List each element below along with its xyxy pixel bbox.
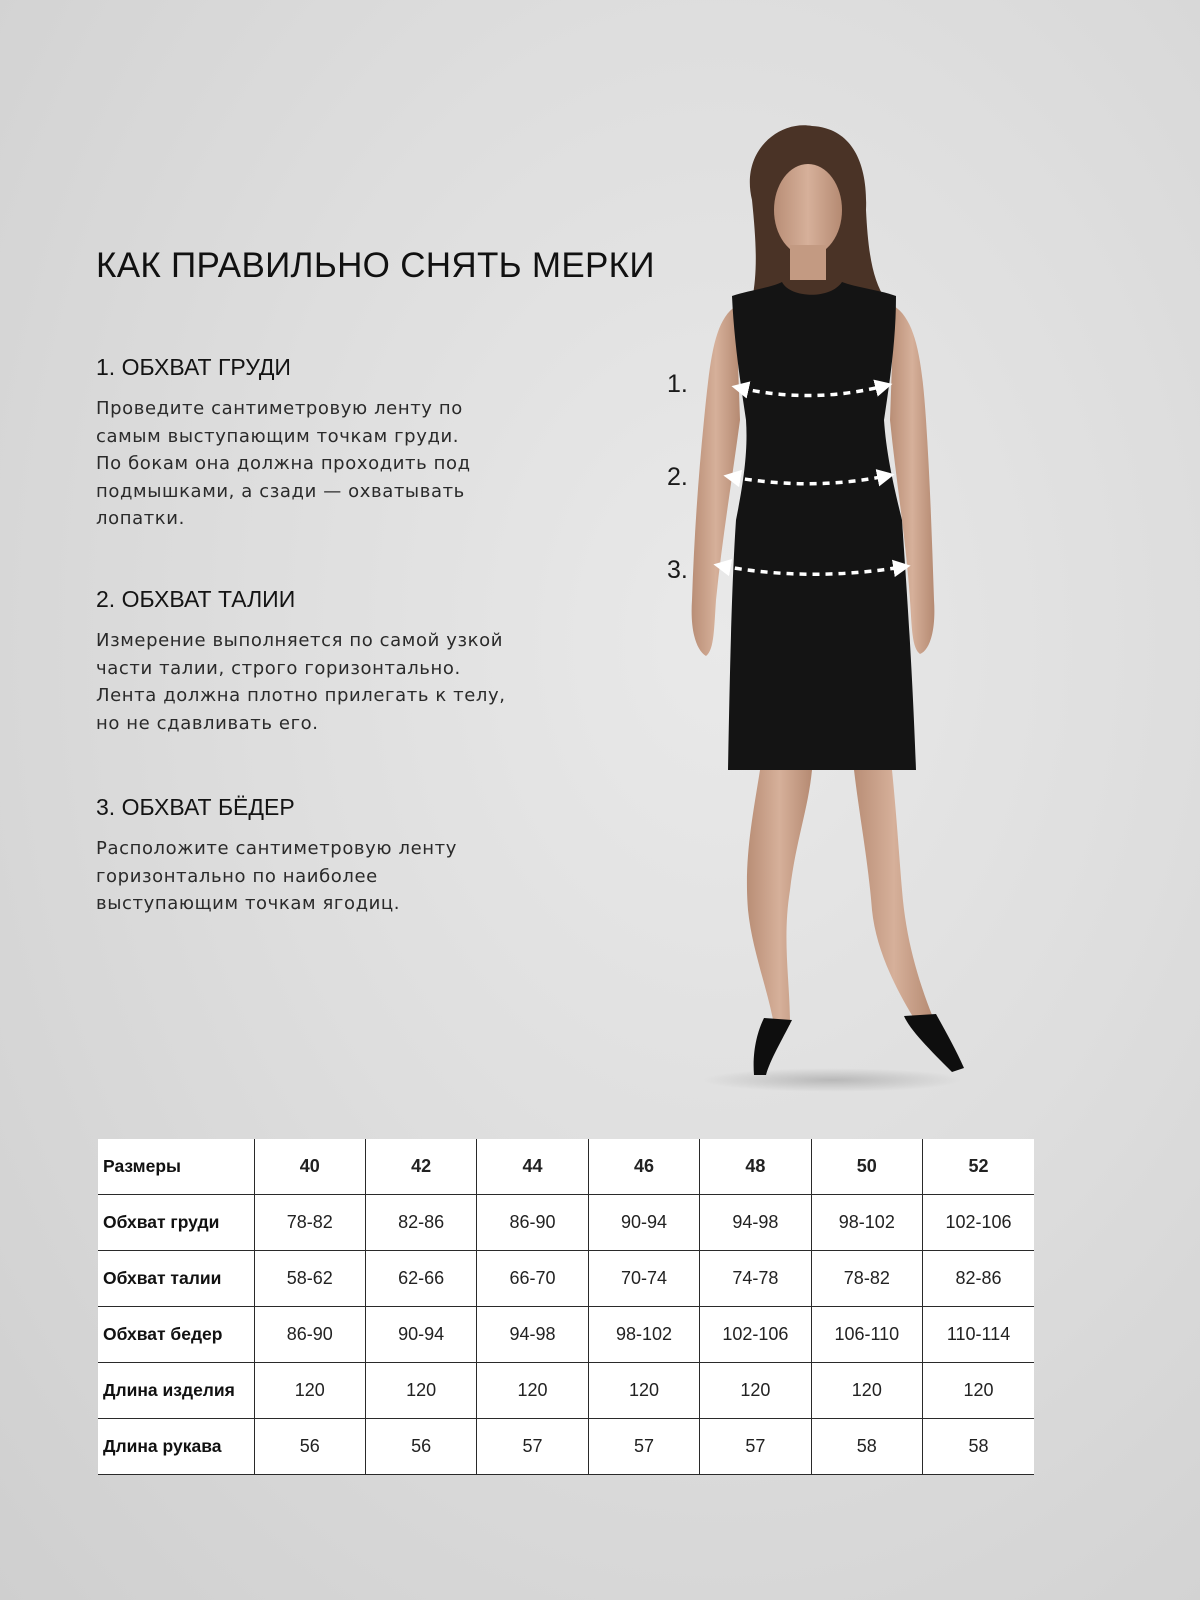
text-line: Лента должна плотно прилегать к телу, (96, 685, 506, 706)
page-title: КАК ПРАВИЛЬНО СНЯТЬ МЕРКИ (96, 246, 655, 285)
table-cell: 78-82 (254, 1195, 365, 1251)
table-row (98, 1251, 1034, 1307)
table-cell: 120 (923, 1363, 1034, 1419)
left-leg (747, 770, 812, 1025)
marker-number-hips: 3. (667, 556, 688, 584)
table-cell: 48 (700, 1139, 811, 1195)
table-cell: Обхват талии (98, 1251, 254, 1307)
table-cell: Длина изделия (98, 1363, 254, 1419)
table-cell: 56 (365, 1419, 476, 1475)
table-cell: 106-110 (811, 1307, 922, 1363)
model-illustration (640, 120, 1000, 1100)
table-cell: 98-102 (811, 1195, 922, 1251)
table-cell: 94-98 (477, 1307, 588, 1363)
table-cell: 120 (365, 1363, 476, 1419)
table-cell: 58-62 (254, 1251, 365, 1307)
table-cell: 57 (700, 1419, 811, 1475)
table-cell: 90-94 (588, 1195, 699, 1251)
text-line: подмышками, а сзади — охватывать (96, 480, 465, 502)
dress-shape (728, 282, 916, 770)
section-text-chest (96, 395, 566, 533)
marker-number-chest: 1. (667, 370, 688, 398)
table-cell: 102-106 (923, 1195, 1034, 1251)
table-cell: Обхват бедер (98, 1307, 254, 1363)
size-chart-table (98, 1139, 1034, 1475)
table-cell: 74-78 (700, 1251, 811, 1307)
table-cell: 78-82 (811, 1251, 922, 1307)
table-cell: 44 (477, 1139, 588, 1195)
table-cell: 94-98 (700, 1195, 811, 1251)
model-figure (640, 120, 1000, 1100)
section-heading-hips: 3. ОБХВАТ БЁДЕР (96, 794, 295, 820)
right-shoe (904, 1014, 964, 1072)
neck-shape (790, 245, 826, 280)
section-heading-waist: 2. ОБХВАТ ТАЛИИ (96, 586, 296, 612)
table-cell: 120 (700, 1363, 811, 1419)
text-line: Измерение выполняется по самой узкой (96, 630, 504, 651)
table-cell: 56 (254, 1419, 365, 1475)
table-cell: 82-86 (923, 1251, 1034, 1307)
right-leg (854, 770, 934, 1025)
table-cell: 86-90 (254, 1307, 365, 1363)
table-row (98, 1363, 1034, 1419)
table-cell: Обхват груди (98, 1195, 254, 1251)
table-cell: 50 (811, 1139, 922, 1195)
section-hips (96, 794, 566, 918)
table-row (98, 1307, 1034, 1363)
text-line: горизонтально по наиболее (96, 865, 378, 887)
section-chest (96, 354, 566, 533)
text-line: По бокам она должна проходить под (96, 453, 471, 474)
left-shoe (754, 1018, 792, 1075)
table-cell: 120 (588, 1363, 699, 1419)
table-cell: 120 (477, 1363, 588, 1419)
table-cell: 98-102 (588, 1307, 699, 1363)
text-line: самым выступающим точкам груди. (96, 425, 460, 447)
table-cell: 66-70 (477, 1251, 588, 1307)
table-cell: 110-114 (923, 1307, 1034, 1363)
section-heading-chest: 1. ОБХВАТ ГРУДИ (96, 354, 291, 380)
table-cell: 102-106 (700, 1307, 811, 1363)
table-cell: 42 (365, 1139, 476, 1195)
section-text-waist (96, 627, 566, 737)
floor-shadow (702, 1068, 962, 1092)
text-line: лопатки. (96, 508, 185, 529)
table-cell: 46 (588, 1139, 699, 1195)
table-cell: 82-86 (365, 1195, 476, 1251)
text-line: Проведите сантиметровую ленту по (96, 398, 463, 419)
text-line: но не сдавливать его. (96, 712, 319, 734)
marker-number-waist: 2. (667, 463, 688, 491)
table-cell: 57 (477, 1419, 588, 1475)
text-line: выступающим точкам ягодиц. (96, 893, 401, 914)
table-cell: 58 (811, 1419, 922, 1475)
section-waist (96, 586, 566, 737)
table-row (98, 1195, 1034, 1251)
text-line: Расположите сантиметровую ленту (96, 838, 457, 859)
table-cell: 90-94 (365, 1307, 476, 1363)
table-cell: 62-66 (365, 1251, 476, 1307)
table-cell: 40 (254, 1139, 365, 1195)
text-line: части талии, строго горизонтально. (96, 657, 461, 679)
face-shape (774, 164, 842, 256)
table-cell: 57 (588, 1419, 699, 1475)
table-row (98, 1419, 1034, 1475)
section-text-hips (96, 835, 566, 918)
table-cell: 120 (811, 1363, 922, 1419)
table-cell: Длина рукава (98, 1419, 254, 1475)
table-cell: 120 (254, 1363, 365, 1419)
table-cell: 86-90 (477, 1195, 588, 1251)
table-cell: 58 (923, 1419, 1034, 1475)
table-cell: 70-74 (588, 1251, 699, 1307)
table-cell: Размеры (98, 1139, 254, 1195)
table-header-row (98, 1139, 1034, 1195)
table-cell: 52 (923, 1139, 1034, 1195)
